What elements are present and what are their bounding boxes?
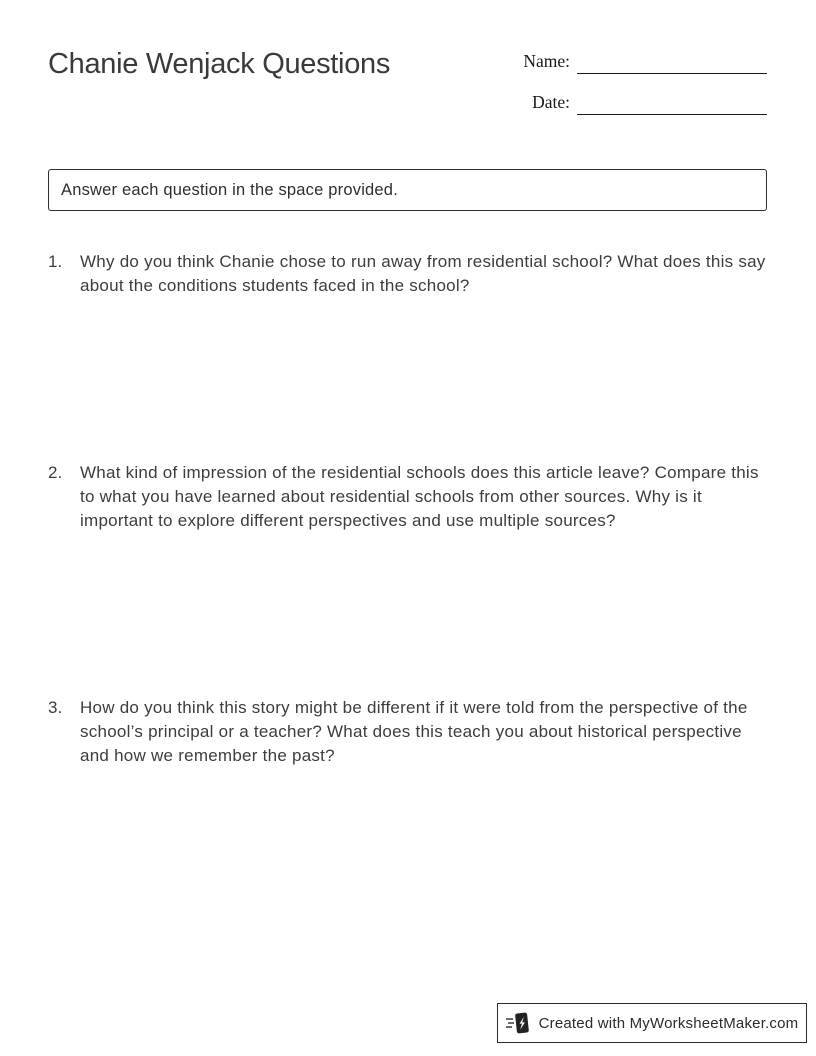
date-fill-line[interactable] [577,91,767,115]
question-3-text: How do you think this story might be different if it were told from the perspective of the school’s principal or a teacher? What does this teach you about historical perspective and how we remember the past? [80,698,748,765]
question-2-number: 2. [48,463,63,482]
answer-space-2[interactable] [48,533,767,696]
footer-credit-text: Created with MyWorksheetMaker.com [538,1014,799,1032]
myworksheetmaker-logo-icon [506,1010,532,1036]
date-label: Date: [532,92,570,112]
page-title: Chanie Wenjack Questions [48,48,391,80]
question-1-text: Why do you think Chanie chose to run away from residential school? What does this say about the conditions students faced in the school? [80,252,766,295]
question-1-number: 1. [48,252,63,271]
question-2 [48,461,767,696]
question-list [48,250,767,931]
answer-space-3[interactable] [48,768,767,931]
question-3-number: 3. [48,698,63,717]
answer-space-1[interactable] [48,298,767,461]
date-field-row [518,91,768,115]
name-label: Name: [523,51,570,71]
name-fill-line[interactable] [577,50,767,74]
name-field-row [518,50,768,74]
instructions-box [48,169,767,211]
question-3 [48,696,767,931]
question-1 [48,250,767,461]
question-2-text: What kind of impression of the residential schools does this article leave? Compare this to what you have learned about residential schools from other sources. Why is it important to explore different perspectives and use multiple sources? [80,463,759,530]
name-date-block [518,50,768,132]
footer-credit-box [497,1003,807,1043]
instructions-text: Answer each question in the space provided. [61,180,398,199]
